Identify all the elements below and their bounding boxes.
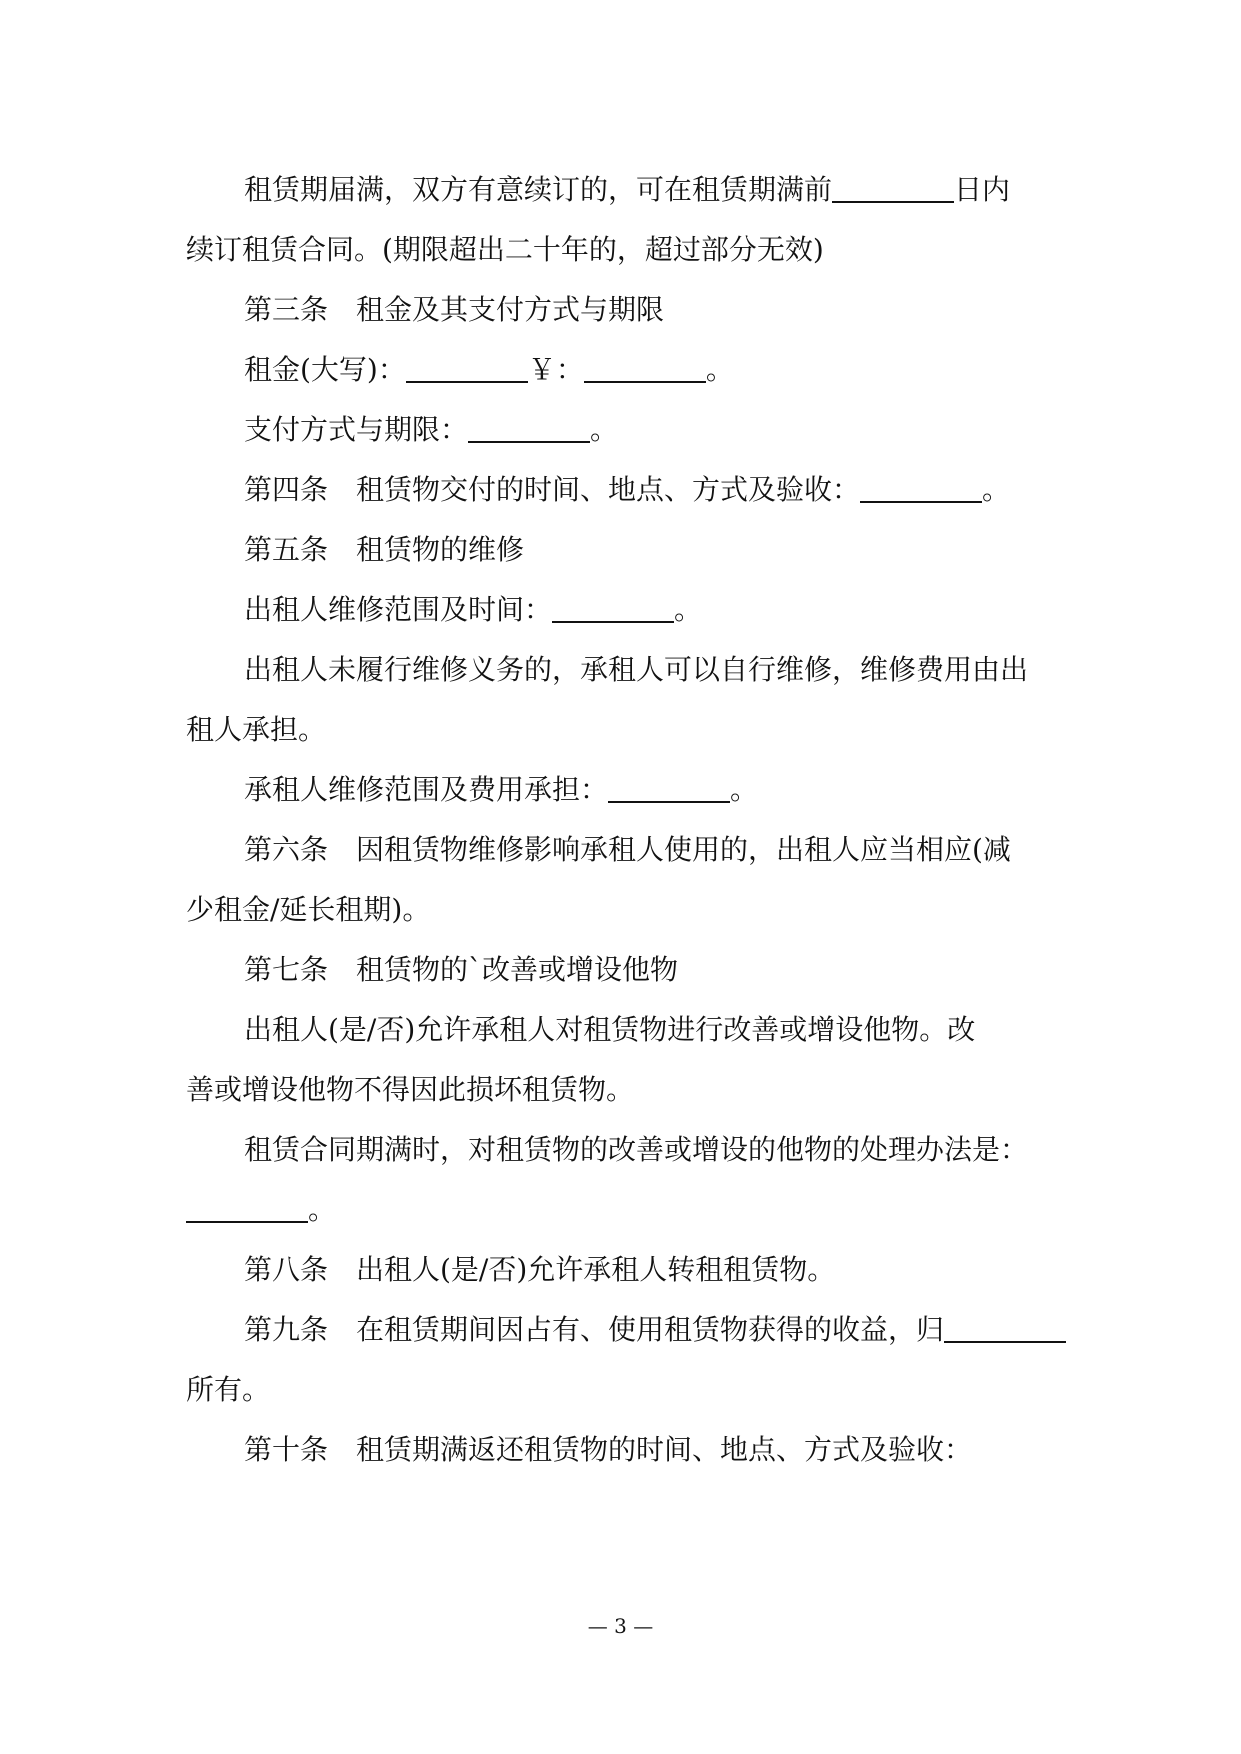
paragraph-line [0, 466, 1241, 514]
text-segment: 支付方式与期限： [244, 413, 469, 446]
text-segment: 租赁期届满，双方有意续订的，可在租赁期满前 [244, 173, 833, 206]
page-number: — 3 — [587, 1614, 654, 1638]
line-text [244, 1246, 835, 1294]
line-text [244, 406, 618, 454]
text-segment: 第四条 租赁物交付的时间、地点、方式及验收： [244, 473, 861, 506]
paragraph-line [0, 1006, 1241, 1054]
paragraph-line [0, 1306, 1241, 1354]
paragraph-line [0, 1186, 1241, 1234]
text-segment: 日内 [954, 173, 1011, 206]
line-text [244, 826, 1011, 874]
line-text [186, 1366, 270, 1414]
text-segment: 出租人未履行维修义务的，承租人可以自行维修，维修费用由出 [244, 653, 1029, 686]
text-segment: 第十条 租赁期满返还租赁物的时间、地点、方式及验收： [244, 1433, 973, 1466]
paragraph-line [0, 1366, 1241, 1414]
paragraph-line [0, 1426, 1241, 1474]
paragraph-line [0, 706, 1241, 754]
line-text [186, 1066, 634, 1114]
fill-in-blank [832, 171, 954, 203]
text-segment: 。 [308, 1193, 337, 1226]
text-segment: 。 [730, 773, 759, 806]
paragraph-line [0, 766, 1241, 814]
line-text [244, 166, 1010, 214]
text-segment: 第六条 因租赁物维修影响承租人使用的，出租人应当相应(减 [244, 833, 1011, 866]
text-segment: 承租人维修范围及费用承担： [244, 773, 609, 806]
line-text [244, 1126, 1028, 1174]
fill-in-blank [608, 771, 730, 803]
paragraph-line [0, 346, 1241, 394]
text-segment: 出租人维修范围及时间： [244, 593, 553, 626]
text-segment: 。 [982, 473, 1011, 506]
line-text [186, 886, 430, 934]
text-segment: 少租金/延长租期)。 [186, 893, 431, 926]
line-text [244, 646, 1028, 694]
paragraph-line [0, 406, 1241, 454]
line-text [244, 346, 734, 394]
text-segment: 租人承担。 [186, 713, 327, 746]
text-segment: 租赁合同期满时，对租赁物的改善或增设的他物的处理办法是： [244, 1133, 1029, 1166]
text-segment: 第七条 租赁物的`改善或增设他物 [244, 953, 679, 986]
text-segment: 第九条 在租赁期间因占有、使用租赁物获得的收益，归 [244, 1313, 945, 1346]
line-text [244, 766, 758, 814]
line-text [186, 1186, 336, 1234]
paragraph-line [0, 646, 1241, 694]
text-segment: 第三条 租金及其支付方式与期限 [244, 293, 665, 326]
text-segment: 第八条 出租人(是/否)允许承租人转租租赁物。 [244, 1253, 836, 1286]
paragraph-line [0, 226, 1241, 274]
text-segment: 。 [705, 353, 734, 386]
fill-in-blank [584, 351, 706, 383]
paragraph-line [0, 1066, 1241, 1114]
line-text [244, 466, 1010, 514]
line-text [244, 586, 702, 634]
line-text [244, 1306, 1066, 1354]
line-text [244, 526, 524, 574]
text-segment: 善或增设他物不得因此损坏租赁物。 [186, 1073, 635, 1106]
fill-in-blank [468, 411, 590, 443]
text-segment: 。 [674, 593, 703, 626]
line-text [244, 1006, 975, 1054]
paragraph-line [0, 1246, 1241, 1294]
paragraph-line [0, 166, 1241, 214]
paragraph-line [0, 586, 1241, 634]
fill-in-blank [406, 351, 528, 383]
line-text [186, 706, 326, 754]
line-text [244, 946, 678, 994]
line-text [244, 1426, 972, 1474]
fill-in-blank [186, 1191, 308, 1223]
line-text [244, 286, 664, 334]
paragraph-line [0, 286, 1241, 334]
paragraph-line [0, 826, 1241, 874]
text-segment: 第五条 租赁物的维修 [244, 533, 525, 566]
text-segment: ￥： [527, 353, 584, 386]
paragraph-line [0, 526, 1241, 574]
text-segment: 续订租赁合同。(期限超出二十年的，超过部分无效) [186, 233, 824, 266]
text-segment: 租金(大写)： [244, 353, 406, 386]
paragraph-line [0, 886, 1241, 934]
line-text [186, 226, 824, 274]
paragraph-line [0, 1126, 1241, 1174]
paragraph-line [0, 946, 1241, 994]
fill-in-blank [944, 1311, 1066, 1343]
text-segment: 。 [590, 413, 619, 446]
text-segment: 所有。 [186, 1373, 271, 1406]
text-segment: 出租人(是/否)允许承租人对租赁物进行改善或增设他物。改 [244, 1013, 976, 1046]
fill-in-blank [860, 471, 982, 503]
fill-in-blank [552, 591, 674, 623]
